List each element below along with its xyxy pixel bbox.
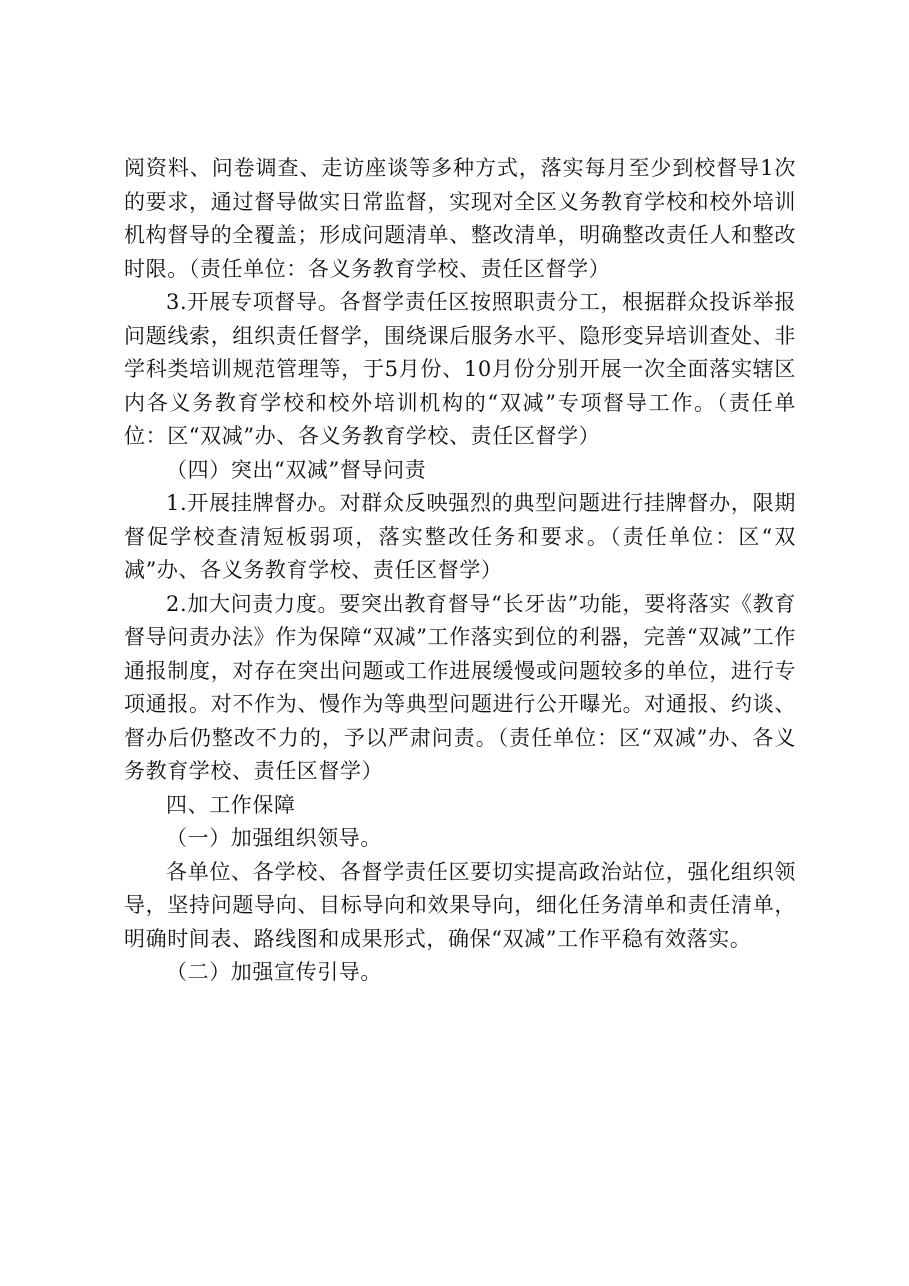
section-heading-accountability: （四）突出“双减”督导问责 (166, 457, 427, 482)
subheading-organization: （一）加强组织领导。 (166, 826, 382, 850)
paragraph-organization: 各单位、各学校、各督学责任区要切实提高政治站位，强化组织领导，坚持问题导向、目标导向和效果导向，细化任务清单和责任清单，明确时间表、路线图和成果形式，确保“双减”工作平稳有效落实。 (124, 859, 796, 951)
section-heading-safeguards: 四、工作保障 (166, 792, 296, 817)
subheading-publicity: （二）加强宣传引导。 (166, 960, 382, 984)
paragraph-continuation: 阅资料、问卷调查、走访座谈等多种方式，落实每月至少到校督导1次的要求，通过督导做实日常监督，实现对全区义务教育学校和校外培训机构督导的全覆盖；形成问题清单、整改清单，明确整改责任人和整改时限。（责任单位：各义务教育学校、责任区督学） (124, 156, 796, 281)
paragraph-accountability: 2.加大问责力度。要突出教育督导“长牙齿”功能，要将落实《教育督导问责办法》作为保障“双减”工作落实到位的利器，完善“双减”工作通报制度，对存在突出问题或工作进展缓慢或问题较多的单位，进行专项通报。对不作为、慢作为等典型问题进行公开曝光。对通报、约谈、督办后仍整改不力的，予以严肃问责。（责任单位：区“双减”办、各义务教育学校、责任区督学） (124, 591, 796, 783)
paragraph-special-supervision: 3.开展专项督导。各督学责任区按照职责分工，根据群众投诉举报问题线索，组织责任督学，围绕课后服务水平、隐形变异培训查处、非学科类培训规范管理等，于5月份、10月份分别开展一次全面落实辖区内各义务教育学校和校外培训机构的“双减”专项督导工作。（责任单位：区“双减”办、各义务教育学校、责任区督学） (124, 290, 796, 448)
document-body (124, 152, 796, 990)
paragraph-listed-supervision: 1.开展挂牌督办。对群众反映强烈的典型问题进行挂牌督办，限期督促学校查清短板弱项，落实整改任务和要求。（责任单位：区“双减”办、各义务教育学校、责任区督学） (124, 491, 796, 582)
